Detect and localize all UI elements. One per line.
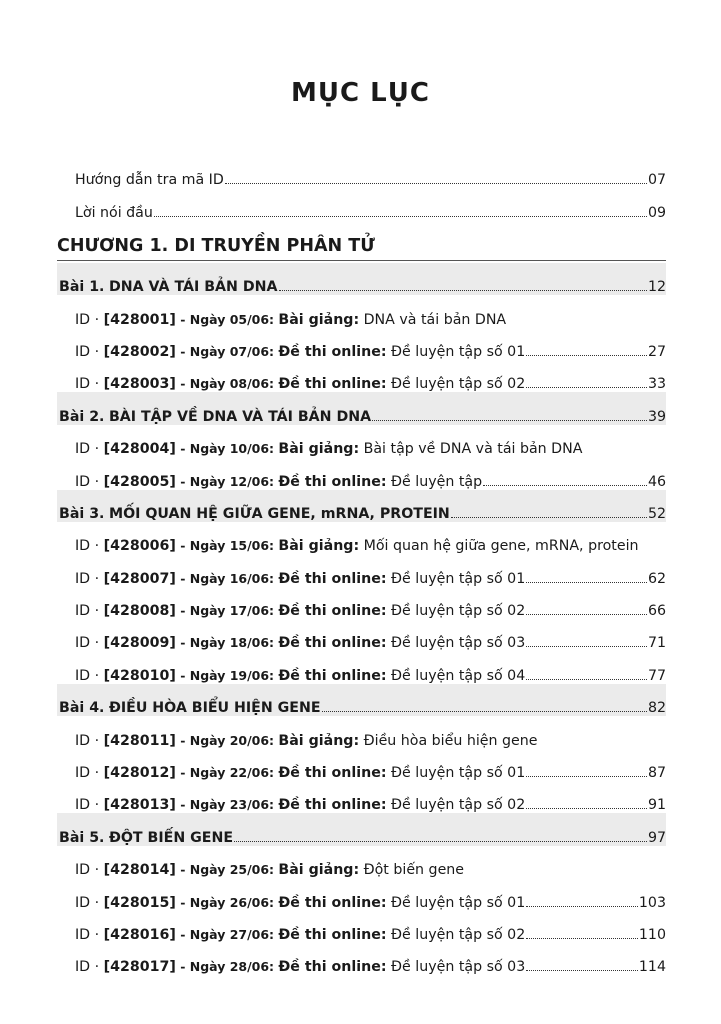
- toc-page-number: 87: [647, 765, 666, 782]
- toc-page-number: 97: [647, 829, 666, 846]
- toc-page-number: 77: [647, 667, 666, 684]
- toc-entry-label: Hướng dẫn tra mã ID: [75, 172, 224, 189]
- item-date: - Ngày 12/06:: [175, 473, 279, 489]
- lesson-prefix: Bài 5.: [59, 829, 105, 846]
- toc-page-number: 09: [647, 204, 666, 221]
- item-id: [428010]: [103, 667, 176, 684]
- lesson-label: [59, 279, 278, 295]
- dot-leader: [526, 354, 647, 356]
- toc-item[interactable]: [57, 943, 666, 975]
- dot-leader: [372, 419, 647, 421]
- toc-item-label: [75, 862, 464, 878]
- dot-leader: [234, 840, 647, 842]
- item-name: DNA và tái bản DNA: [359, 311, 507, 328]
- toc-page-number: 71: [647, 635, 666, 652]
- id-prefix: ID ·: [75, 959, 104, 976]
- toc-item[interactable]: [57, 425, 666, 457]
- item-type: Đề thi online:: [278, 473, 387, 490]
- toc-item-label: [75, 474, 482, 490]
- lesson-title: ĐIỀU HÒA BIỂU HIỆN GENE: [108, 700, 321, 717]
- dot-leader: [322, 710, 647, 712]
- item-id: [428004]: [103, 441, 176, 458]
- page-title: MỤC LỤC: [291, 78, 430, 108]
- item-type: Đề thi online:: [278, 570, 387, 587]
- toc-item-label: [75, 344, 525, 360]
- item-id: [428006]: [103, 538, 176, 555]
- item-id: [428012]: [103, 765, 176, 782]
- toc-item[interactable]: [57, 716, 666, 748]
- toc-page-number: 27: [647, 343, 666, 360]
- item-date: - Ngày 15/06:: [175, 538, 279, 554]
- toc-item[interactable]: [57, 846, 666, 878]
- item-name: Đề luyện tập số 02: [386, 376, 526, 393]
- item-date: - Ngày 25/06:: [175, 862, 279, 878]
- item-id: [428015]: [103, 894, 176, 911]
- item-name: Mối quan hệ giữa gene, mRNA, protein: [359, 538, 639, 555]
- id-prefix: ID ·: [75, 667, 104, 684]
- toc-item-label: [75, 733, 537, 749]
- lesson-heading[interactable]: [57, 490, 666, 522]
- toc-item[interactable]: [57, 328, 666, 360]
- toc-item[interactable]: [57, 749, 666, 781]
- id-prefix: ID ·: [75, 603, 104, 620]
- item-id: [428003]: [103, 376, 176, 393]
- toc-entry-label: Lời nói đầu: [75, 204, 153, 221]
- dot-leader: [526, 581, 647, 583]
- toc-item-label: [75, 376, 525, 392]
- toc-page-number: 110: [638, 926, 666, 943]
- id-prefix: ID ·: [75, 862, 104, 879]
- item-date: - Ngày 27/06:: [175, 926, 279, 942]
- id-prefix: ID ·: [75, 538, 104, 555]
- item-date: - Ngày 16/06:: [175, 570, 279, 586]
- item-type: Đề thi online:: [278, 376, 387, 393]
- toc-item[interactable]: [57, 457, 666, 489]
- dot-leader: [526, 645, 647, 647]
- lesson-label: [59, 506, 450, 522]
- lesson-title: MỐI QUAN HỆ GIỮA GENE, mRNA, PROTEIN: [108, 505, 450, 522]
- toc-item-label: [75, 927, 525, 943]
- dot-leader: [526, 937, 638, 939]
- dot-leader: [526, 969, 638, 971]
- toc-page-number: 62: [647, 570, 666, 587]
- item-date: - Ngày 05/06:: [175, 311, 279, 327]
- item-type: Đề thi online:: [278, 667, 387, 684]
- item-date: - Ngày 28/06:: [175, 959, 279, 975]
- toc-item[interactable]: [57, 522, 666, 554]
- item-type: Đề thi online:: [278, 959, 387, 976]
- lesson-prefix: Bài 3.: [59, 505, 105, 522]
- item-name: Đề luyện tập số 02: [386, 603, 526, 620]
- toc-item[interactable]: [57, 651, 666, 683]
- id-prefix: ID ·: [75, 926, 104, 943]
- chapter-heading: CHƯƠNG 1. DI TRUYỀN PHÂN TỬ: [57, 221, 666, 261]
- toc-item-label: [75, 765, 525, 781]
- item-id: [428016]: [103, 926, 176, 943]
- id-prefix: ID ·: [75, 570, 104, 587]
- item-name: Đề luyện tập số 01: [386, 765, 526, 782]
- item-type: Đề thi online:: [278, 765, 387, 782]
- item-name: Đề luyện tập số 01: [386, 343, 526, 360]
- item-date: - Ngày 08/06:: [175, 376, 279, 392]
- item-id: [428005]: [103, 473, 176, 490]
- item-name: Đề luyện tập số 04: [386, 667, 526, 684]
- toc-item-label: [75, 668, 525, 684]
- item-type: Bài giảng:: [278, 441, 360, 458]
- toc-page-number: 46: [647, 473, 666, 490]
- item-id: [428013]: [103, 797, 176, 814]
- item-name: Đề luyện tập số 01: [386, 894, 526, 911]
- item-type: Bài giảng:: [278, 538, 360, 555]
- dot-leader: [526, 905, 638, 907]
- lesson-title: DNA VÀ TÁI BẢN DNA: [108, 279, 278, 296]
- toc-item-label: [75, 797, 525, 813]
- lesson-prefix: Bài 4.: [59, 700, 105, 717]
- toc-item[interactable]: [57, 911, 666, 943]
- item-date: - Ngày 07/06:: [175, 343, 279, 359]
- table-of-contents: [57, 156, 666, 975]
- item-id: [428008]: [103, 603, 176, 620]
- id-prefix: ID ·: [75, 894, 104, 911]
- item-id: [428017]: [103, 959, 176, 976]
- toc-item[interactable]: [57, 360, 666, 392]
- dot-leader: [526, 775, 647, 777]
- id-prefix: ID ·: [75, 635, 104, 652]
- id-prefix: ID ·: [75, 343, 104, 360]
- item-date: - Ngày 23/06:: [175, 797, 279, 813]
- item-type: Đề thi online:: [278, 635, 387, 652]
- item-date: - Ngày 26/06:: [175, 894, 279, 910]
- item-id: [428014]: [103, 862, 176, 879]
- lesson-title: ĐỘT BIẾN GENE: [108, 829, 234, 846]
- item-id: [428001]: [103, 311, 176, 328]
- item-name: Đột biến gene: [359, 862, 465, 879]
- toc-page-number: 103: [638, 894, 666, 911]
- item-date: - Ngày 22/06:: [175, 765, 279, 781]
- item-type: Bài giảng:: [278, 311, 360, 328]
- item-date: - Ngày 17/06:: [175, 603, 279, 619]
- toc-page-number: 33: [647, 376, 666, 393]
- item-type: Bài giảng:: [278, 862, 360, 879]
- dot-leader: [526, 807, 647, 809]
- item-date: - Ngày 19/06:: [175, 667, 279, 683]
- toc-item[interactable]: [57, 587, 666, 619]
- lesson-label: [59, 700, 321, 716]
- item-type: Bài giảng:: [278, 732, 360, 749]
- id-prefix: ID ·: [75, 311, 104, 328]
- toc-item[interactable]: [57, 619, 666, 651]
- toc-page-number: 91: [647, 797, 666, 814]
- dot-leader: [483, 484, 647, 486]
- dot-leader: [526, 678, 647, 680]
- item-type: Đề thi online:: [278, 894, 387, 911]
- toc-page-number: 39: [647, 408, 666, 425]
- lessons-list: [57, 263, 666, 976]
- toc-page-number: 12: [647, 279, 666, 296]
- item-type: Đề thi online:: [278, 926, 387, 943]
- lesson-label: [59, 830, 233, 846]
- toc-item-label: [75, 312, 506, 328]
- id-prefix: ID ·: [75, 765, 104, 782]
- lesson-heading[interactable]: [57, 813, 666, 845]
- lesson-prefix: Bài 1.: [59, 279, 105, 296]
- item-type: Đề thi online:: [278, 603, 387, 620]
- toc-item-label: [75, 635, 525, 651]
- item-name: Bài tập về DNA và tái bản DNA: [359, 441, 583, 458]
- toc-page-number: 66: [647, 603, 666, 620]
- item-name: Đề luyện tập số 02: [386, 797, 526, 814]
- dot-leader: [526, 613, 647, 615]
- toc-item[interactable]: [57, 295, 666, 327]
- item-date: - Ngày 20/06:: [175, 732, 279, 748]
- toc-item[interactable]: [57, 554, 666, 586]
- lesson-title: BÀI TẬP VỀ DNA VÀ TÁI BẢN DNA: [108, 408, 372, 425]
- item-date: - Ngày 18/06:: [175, 635, 279, 651]
- dot-leader: [451, 516, 647, 518]
- id-prefix: ID ·: [75, 732, 104, 749]
- toc-item[interactable]: [57, 781, 666, 813]
- toc-item-label: [75, 603, 525, 619]
- item-date: - Ngày 10/06:: [175, 441, 279, 457]
- item-name: Điều hòa biểu hiện gene: [359, 732, 538, 749]
- lesson-heading[interactable]: [57, 392, 666, 424]
- toc-page-number: 52: [647, 505, 666, 522]
- item-name: Đề luyện tập số 01: [386, 570, 526, 587]
- toc-page-number: 82: [647, 700, 666, 717]
- dot-leader: [154, 215, 647, 217]
- lesson-label: [59, 409, 371, 425]
- item-name: Đề luyện tập số 02: [386, 926, 526, 943]
- item-name: Đề luyện tập: [386, 473, 483, 490]
- lesson-heading[interactable]: [57, 684, 666, 716]
- toc-item-label: [75, 959, 525, 975]
- toc-page-number: 07: [647, 172, 666, 189]
- toc-entry-preface[interactable]: [57, 188, 666, 220]
- toc-page-number: 114: [638, 959, 666, 976]
- dot-leader: [526, 386, 647, 388]
- item-id: [428007]: [103, 570, 176, 587]
- toc-item-label: [75, 538, 639, 554]
- id-prefix: ID ·: [75, 797, 104, 814]
- item-type: Đề thi online:: [278, 343, 387, 360]
- item-id: [428011]: [103, 732, 176, 749]
- toc-item-label: [75, 895, 525, 911]
- item-name: Đề luyện tập số 03: [386, 959, 526, 976]
- lesson-heading[interactable]: [57, 263, 666, 295]
- item-type: Đề thi online:: [278, 797, 387, 814]
- dot-leader: [225, 182, 647, 184]
- toc-item-label: [75, 571, 525, 587]
- id-prefix: ID ·: [75, 441, 104, 458]
- id-prefix: ID ·: [75, 376, 104, 393]
- lesson-prefix: Bài 2.: [59, 408, 105, 425]
- id-prefix: ID ·: [75, 473, 104, 490]
- item-id: [428002]: [103, 343, 176, 360]
- item-name: Đề luyện tập số 03: [386, 635, 526, 652]
- toc-entry-guide[interactable]: [57, 156, 666, 188]
- dot-leader: [279, 289, 647, 291]
- item-id: [428009]: [103, 635, 176, 652]
- toc-item[interactable]: [57, 878, 666, 910]
- toc-item-label: [75, 441, 582, 457]
